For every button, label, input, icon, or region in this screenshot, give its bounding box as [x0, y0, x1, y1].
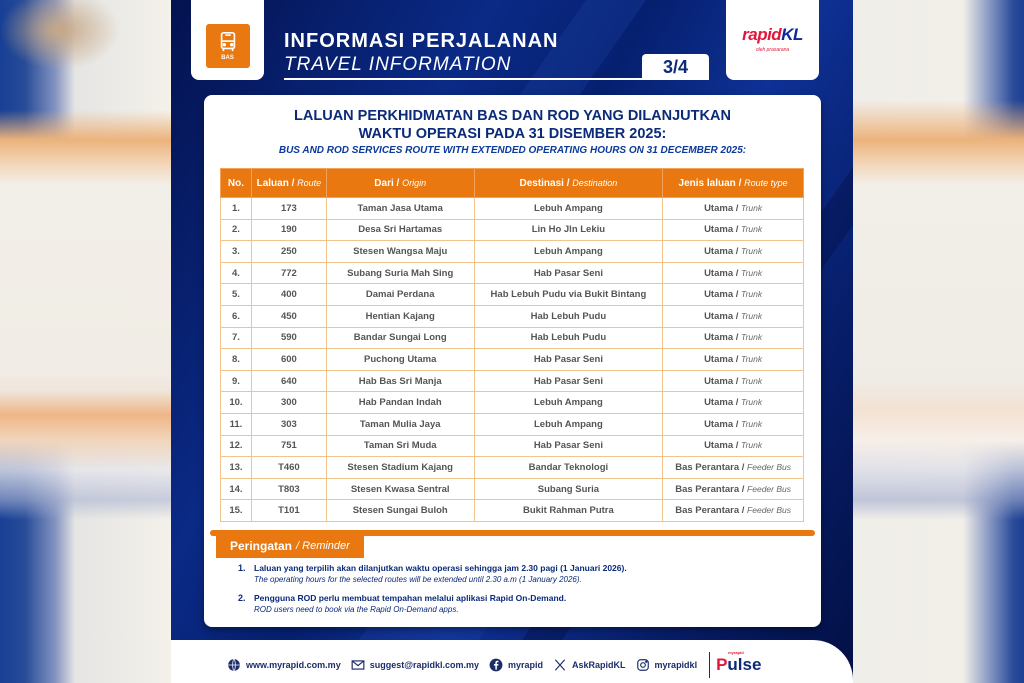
cell-no: 8.	[221, 349, 252, 371]
table-row	[221, 349, 804, 371]
cell-origin: Taman Mulia Jaya	[326, 413, 474, 435]
cell-no: 15.	[221, 500, 252, 522]
heading-line-1: LALUAN PERKHIDMATAN BAS DAN ROD YANG DILANJUTKAN	[294, 108, 731, 124]
cell-no: 4.	[221, 262, 252, 284]
col-route: Laluan / Route	[251, 169, 326, 198]
table-row	[221, 305, 804, 327]
cell-destination: Hab Pasar Seni	[474, 370, 663, 392]
table-row	[221, 478, 804, 500]
cell-origin: Stesen Kwasa Sentral	[326, 478, 474, 500]
bus-category-tab	[191, 0, 264, 80]
cell-destination: Hab Pasar Seni	[474, 349, 663, 371]
pulse-logo: myrapid Pulse	[716, 650, 762, 674]
table-row	[221, 370, 804, 392]
bus-badge-label: BAS	[221, 55, 234, 61]
cell-route-type: Bas Perantara / Feeder Bus	[663, 478, 804, 500]
card-heading-bm	[204, 107, 821, 143]
cell-route-type: Utama / Trunk	[663, 349, 804, 371]
cell-route-type: Utama / Trunk	[663, 370, 804, 392]
table-row	[221, 413, 804, 435]
cell-origin: Subang Suria Mah Sing	[326, 262, 474, 284]
cell-destination: Subang Suria	[474, 478, 663, 500]
page-indicator: 3/4	[642, 54, 709, 80]
cell-no: 1.	[221, 198, 252, 220]
col-no: No.	[221, 169, 252, 198]
card-heading-en: BUS AND ROD SERVICES ROUTE WITH EXTENDED OPERATING HOURS ON 31 DECEMBER 2025:	[278, 145, 747, 156]
logo-prasarana: oleh prasarana	[755, 47, 790, 53]
cell-route-type: Utama / Trunk	[663, 413, 804, 435]
cell-route: 173	[251, 198, 326, 220]
cell-origin: Stesen Wangsa Maju	[326, 241, 474, 263]
cell-route-type: Utama / Trunk	[663, 305, 804, 327]
blurred-background-right	[853, 0, 1024, 683]
cell-route-type: Bas Perantara / Feeder Bus	[663, 457, 804, 479]
reminder-label: Peringatan / Reminder	[216, 534, 364, 558]
col-route-type: Jenis laluan / Route type	[663, 169, 804, 198]
cell-destination: Lebuh Ampang	[474, 241, 663, 263]
col-origin: Dari / Origin	[326, 169, 474, 198]
x-icon	[553, 658, 567, 672]
cell-no: 3.	[221, 241, 252, 263]
cell-route: 600	[251, 349, 326, 371]
cell-no: 10.	[221, 392, 252, 414]
page-title	[284, 30, 558, 76]
cell-destination: Lebuh Ampang	[474, 392, 663, 414]
cell-origin: Stesen Sungai Buloh	[326, 500, 474, 522]
cell-no: 5.	[221, 284, 252, 306]
cell-route-type: Utama / Trunk	[663, 198, 804, 220]
rapidkl-logo	[726, 0, 819, 80]
cell-no: 11.	[221, 413, 252, 435]
routes-card	[204, 95, 821, 627]
table-row	[221, 500, 804, 522]
cell-origin: Hab Bas Sri Manja	[326, 370, 474, 392]
cell-route-type: Utama / Trunk	[663, 392, 804, 414]
mail-icon	[351, 658, 365, 672]
instagram-icon	[636, 658, 650, 672]
cell-origin: Desa Sri Hartamas	[326, 219, 474, 241]
logo-rapid: rapid	[742, 25, 782, 44]
table-row	[221, 435, 804, 457]
table-row	[221, 198, 804, 220]
cell-route: T101	[251, 500, 326, 522]
travel-info-poster	[171, 0, 853, 683]
reminder-list	[238, 562, 627, 622]
cell-destination: Hab Lebuh Pudu	[474, 305, 663, 327]
blurred-background-left	[0, 0, 171, 683]
cell-route-type: Bas Perantara / Feeder Bus	[663, 500, 804, 522]
reminder-item: 2. Pengguna ROD perlu membuat tempahan melalui aplikasi Rapid On-Demand. ROD users need to book via the Rapid On-Demand apps.	[238, 593, 567, 614]
cell-no: 2.	[221, 219, 252, 241]
table-row	[221, 262, 804, 284]
cell-route: 190	[251, 219, 326, 241]
cell-route-type: Utama / Trunk	[663, 241, 804, 263]
title-underline	[284, 78, 642, 80]
cell-route: 303	[251, 413, 326, 435]
cell-destination: Hab Lebuh Pudu	[474, 327, 663, 349]
cell-route-type: Utama / Trunk	[663, 284, 804, 306]
globe-icon	[227, 658, 241, 672]
footer	[171, 640, 853, 683]
cell-route: 250	[251, 241, 326, 263]
x-link[interactable]: AskRapidKL	[553, 658, 626, 672]
routes-table	[220, 168, 804, 522]
bus-badge	[206, 24, 250, 68]
table-row	[221, 392, 804, 414]
col-destination: Destinasi / Destination	[474, 169, 663, 198]
cell-route: 590	[251, 327, 326, 349]
cell-destination: Lebuh Ampang	[474, 198, 663, 220]
cell-route: 772	[251, 262, 326, 284]
cell-origin: Puchong Utama	[326, 349, 474, 371]
cell-route: T803	[251, 478, 326, 500]
cell-destination: Bukit Rahman Putra	[474, 500, 663, 522]
title-bm: INFORMASI PERJALANAN	[284, 30, 559, 52]
cell-no: 14.	[221, 478, 252, 500]
cell-destination: Lin Ho Jln Lekiu	[474, 219, 663, 241]
table-row	[221, 241, 804, 263]
cell-origin: Hab Pandan Indah	[326, 392, 474, 414]
cell-destination: Lebuh Ampang	[474, 413, 663, 435]
cell-origin: Taman Sri Muda	[326, 435, 474, 457]
facebook-icon	[489, 658, 503, 672]
cell-destination: Hab Pasar Seni	[474, 262, 663, 284]
logo-kl: KL	[781, 25, 803, 44]
cell-origin: Bandar Sungai Long	[326, 327, 474, 349]
facebook-link[interactable]: myrapid	[489, 658, 543, 672]
cell-destination: Hab Pasar Seni	[474, 435, 663, 457]
cell-route-type: Utama / Trunk	[663, 219, 804, 241]
title-en: TRAVEL INFORMATION	[284, 54, 512, 75]
cell-route-type: Utama / Trunk	[663, 327, 804, 349]
cell-no: 12.	[221, 435, 252, 457]
email-link[interactable]: suggest@rapidkl.com.my	[351, 658, 479, 672]
heading-line-2: WAKTU OPERASI PADA 31 DISEMBER 2025:	[358, 126, 667, 142]
cell-origin: Hentian Kajang	[326, 305, 474, 327]
instagram-link[interactable]: myrapidkl	[636, 658, 698, 672]
cell-destination: Bandar Teknologi	[474, 457, 663, 479]
table-row	[221, 219, 804, 241]
cell-no: 13.	[221, 457, 252, 479]
cell-route: 450	[251, 305, 326, 327]
cell-route: 751	[251, 435, 326, 457]
table-header-row	[221, 169, 804, 198]
cell-route: T460	[251, 457, 326, 479]
footer-divider	[709, 652, 710, 678]
cell-origin: Stesen Stadium Kajang	[326, 457, 474, 479]
reminder-item: 1. Laluan yang terpilih akan dilanjutkan waktu operasi sehingga jam 2.30 pagi (1 Januari 2026). The operating hours for the selected routes will be extended until 2.30 a.m (1 January 2026).	[238, 563, 627, 584]
cell-no: 9.	[221, 370, 252, 392]
cell-no: 7.	[221, 327, 252, 349]
cell-route: 300	[251, 392, 326, 414]
cell-route-type: Utama / Trunk	[663, 435, 804, 457]
cell-origin: Damai Perdana	[326, 284, 474, 306]
cell-route: 640	[251, 370, 326, 392]
table-row	[221, 327, 804, 349]
website-link[interactable]: www.myrapid.com.my	[227, 658, 341, 672]
cell-destination: Hab Lebuh Pudu via Bukit Bintang	[474, 284, 663, 306]
table-row	[221, 284, 804, 306]
cell-no: 6.	[221, 305, 252, 327]
cell-route-type: Utama / Trunk	[663, 262, 804, 284]
bus-icon	[217, 31, 239, 53]
cell-origin: Taman Jasa Utama	[326, 198, 474, 220]
cell-route: 400	[251, 284, 326, 306]
table-row	[221, 457, 804, 479]
